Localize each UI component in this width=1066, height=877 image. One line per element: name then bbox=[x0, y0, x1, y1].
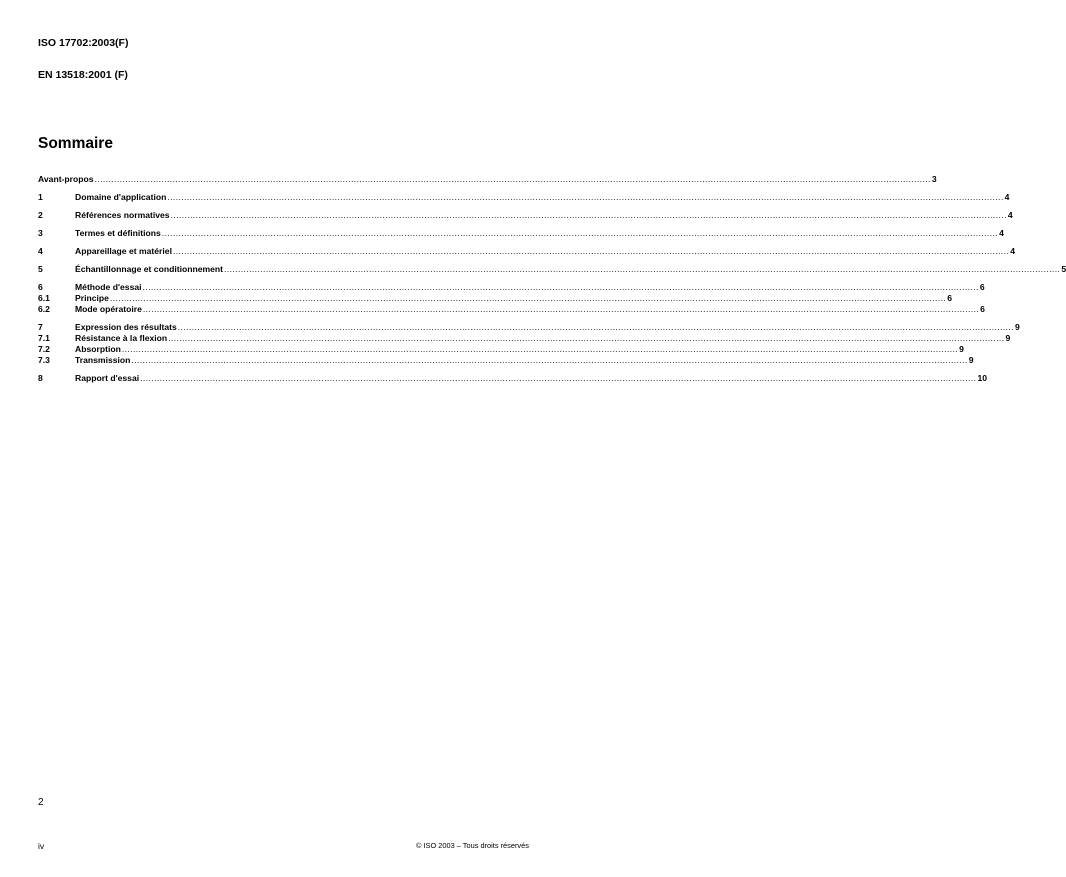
toc-row[interactable] bbox=[38, 373, 987, 384]
toc-dot-leader: ............................................................................................................................................................................................................................................................................................................ bbox=[140, 373, 977, 383]
toc-section-title: Absorption bbox=[75, 344, 121, 354]
toc-page-number: 5 bbox=[1061, 264, 1066, 274]
toc-dot-leader: ............................................................................................................................................................................................................................................................................................................ bbox=[109, 293, 947, 303]
toc-section-number: 3 bbox=[38, 228, 43, 238]
toc-row[interactable] bbox=[38, 210, 1013, 221]
toc-section-number: 6.1 bbox=[38, 293, 50, 303]
toc-section-title: Références normatives bbox=[75, 210, 170, 220]
toc-page-number: 6 bbox=[979, 282, 985, 292]
toc-row[interactable] bbox=[38, 322, 1020, 333]
toc-section-number: 7.3 bbox=[38, 355, 50, 365]
toc-section-number: 2 bbox=[38, 210, 43, 220]
toc-row[interactable] bbox=[38, 174, 937, 185]
toc-page-number: 9 bbox=[1005, 333, 1011, 343]
toc-section-title: Rapport d'essai bbox=[75, 373, 140, 383]
toc-dot-leader: ............................................................................................................................................................................................................................................................................................................ bbox=[224, 264, 1061, 274]
toc-dot-leader: ............................................................................................................................................................................................................................................................................................................ bbox=[172, 246, 1010, 256]
toc-page-number: 4 bbox=[999, 228, 1004, 238]
footer-copyright: © ISO 2003 – Tous droits réservés bbox=[416, 841, 529, 850]
toc-section-number: 6.2 bbox=[38, 304, 50, 314]
page-number: 2 bbox=[38, 797, 44, 808]
toc-section-title: Principe bbox=[75, 293, 109, 303]
toc-dot-leader: ............................................................................................................................................................................................................................................................................................................ bbox=[167, 192, 1004, 202]
toc-section-number: 5 bbox=[38, 264, 43, 274]
toc-section-title: Échantillonnage et conditionnement bbox=[75, 264, 224, 274]
toc-row[interactable] bbox=[38, 293, 952, 304]
toc-dot-leader: ............................................................................................................................................................................................................................................................................................................ bbox=[131, 355, 968, 365]
toc-dot-leader: ............................................................................................................................................................................................................................................................................................................ bbox=[168, 333, 1005, 343]
toc-section-title: Mode opératoire bbox=[75, 304, 142, 314]
toc-section-number: 8 bbox=[38, 373, 43, 383]
toc-section-title: Résistance à la flexion bbox=[75, 333, 168, 343]
iso-reference: ISO 17702:2003(F) bbox=[38, 37, 129, 49]
toc-page-number: 6 bbox=[980, 304, 985, 314]
toc-dot-leader: ............................................................................................................................................................................................................................................................................................................ bbox=[121, 344, 959, 354]
toc-page-number: 10 bbox=[977, 373, 987, 383]
toc-page-number: 3 bbox=[931, 174, 937, 184]
toc-section-number: 7.1 bbox=[38, 333, 50, 343]
toc-section-title: Appareillage et matériel bbox=[75, 246, 172, 256]
toc-section-number: 7.2 bbox=[38, 344, 50, 354]
toc-dot-leader: ............................................................................................................................................................................................................................................................................................................ bbox=[161, 228, 999, 238]
toc-row[interactable] bbox=[38, 304, 985, 315]
toc-section-title: Domaine d'application bbox=[75, 192, 167, 202]
toc-section-number: 1 bbox=[38, 192, 43, 202]
toc-section-number: 6 bbox=[38, 282, 43, 292]
toc-row[interactable] bbox=[38, 344, 964, 355]
toc-dot-leader: ............................................................................................................................................................................................................................................................................................................ bbox=[170, 210, 1007, 220]
toc-page-number: 4 bbox=[1007, 210, 1013, 220]
toc-section-title: Avant-propos bbox=[38, 174, 94, 184]
toc-row[interactable] bbox=[38, 355, 974, 366]
toc-dot-leader: ............................................................................................................................................................................................................................................................................................................ bbox=[94, 174, 931, 184]
toc-dot-leader: ............................................................................................................................................................................................................................................................................................................ bbox=[142, 304, 980, 314]
toc-page-number: 9 bbox=[1015, 322, 1020, 332]
toc-section-title: Transmission bbox=[75, 355, 131, 365]
toc-dot-leader: ............................................................................................................................................................................................................................................................................................................ bbox=[177, 322, 1015, 332]
toc-section-number: 7 bbox=[38, 322, 43, 332]
toc-section-title: Termes et définitions bbox=[75, 228, 161, 238]
toc-section-title: Méthode d'essai bbox=[75, 282, 142, 292]
toc-row[interactable] bbox=[38, 192, 1010, 203]
toc-page-number: 9 bbox=[968, 355, 974, 365]
en-reference: EN 13518:2001 (F) bbox=[38, 69, 128, 81]
toc-section-title: Expression des résultats bbox=[75, 322, 177, 332]
toc-page-number: 4 bbox=[1010, 246, 1016, 256]
toc-row[interactable] bbox=[38, 264, 1066, 275]
toc-section-number: 4 bbox=[38, 246, 43, 256]
footer-page-roman: iv bbox=[38, 841, 45, 851]
toc-row[interactable] bbox=[38, 282, 985, 293]
toc-row[interactable] bbox=[38, 246, 1016, 257]
toc-page-number: 4 bbox=[1004, 192, 1010, 202]
toc-dot-leader: ............................................................................................................................................................................................................................................................................................................ bbox=[142, 282, 979, 292]
page-title: Sommaire bbox=[38, 135, 113, 152]
toc-page-number: 6 bbox=[947, 293, 952, 303]
toc-row[interactable] bbox=[38, 333, 1011, 344]
toc-row[interactable] bbox=[38, 228, 1004, 239]
toc-page-number: 9 bbox=[959, 344, 964, 354]
